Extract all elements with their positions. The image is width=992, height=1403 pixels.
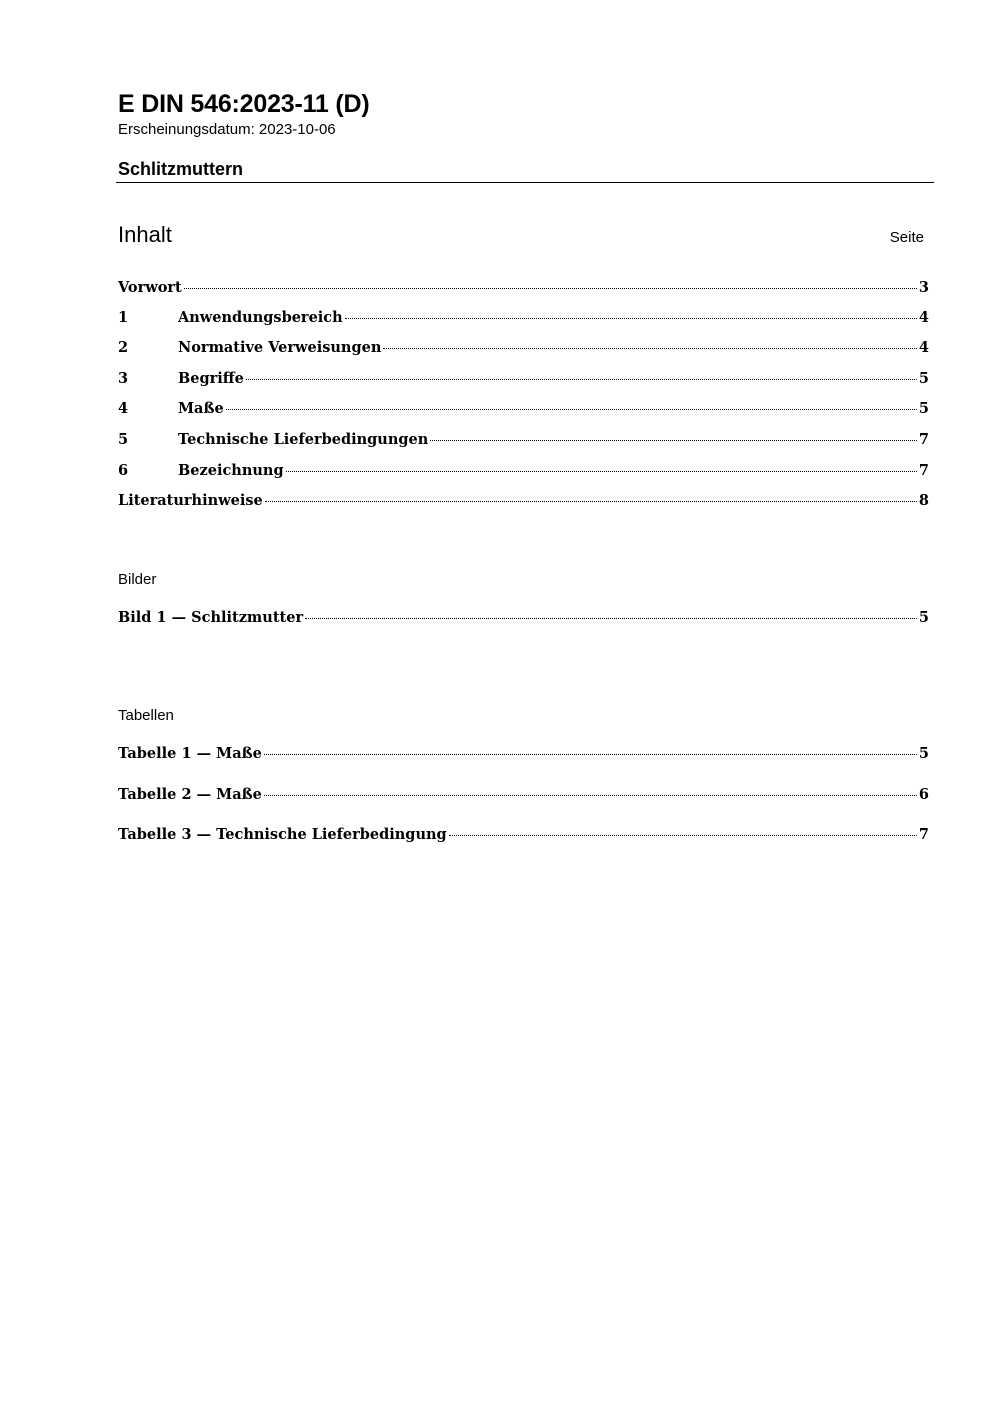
table-entry-page: 7 (918, 826, 929, 843)
figure-entry-label: Bild 1 — Schlitzmutter (118, 609, 304, 626)
dot-leader (383, 348, 917, 349)
toc-entry-page: 5 (918, 400, 929, 417)
dot-leader (286, 471, 917, 472)
dot-leader (246, 379, 917, 380)
dot-leader (226, 409, 917, 410)
toc-entry-page: 3 (918, 279, 929, 296)
dot-leader (264, 754, 917, 755)
toc-entry-number: 3 (118, 370, 129, 387)
table-entry[interactable] (118, 786, 929, 808)
dot-leader (264, 795, 917, 796)
dot-leader (184, 288, 917, 289)
figure-entry[interactable] (118, 609, 929, 631)
toc-entry-number: 6 (118, 462, 129, 479)
toc-entry-number: 5 (118, 431, 129, 448)
toc-entry-normative-verweisungen[interactable] (118, 339, 929, 361)
toc-entry-number: 4 (118, 400, 129, 417)
dot-leader (305, 618, 917, 619)
toc-entry-label: Literaturhinweise (118, 492, 263, 509)
toc-entry-masse[interactable] (118, 400, 929, 422)
figures-heading: Bilder (118, 571, 157, 588)
table-entry-page: 6 (918, 786, 929, 803)
table-entry[interactable] (118, 745, 929, 767)
toc-entry-page: 8 (918, 492, 929, 509)
table-entry-label: Tabelle 1 — Maße (118, 745, 262, 762)
table-entry[interactable] (118, 826, 929, 848)
toc-entry-label: Vorwort (118, 279, 182, 296)
toc-entry-page: 4 (918, 309, 929, 326)
toc-entry-vorwort[interactable] (118, 279, 929, 301)
toc-entry-anwendungsbereich[interactable] (118, 309, 929, 331)
dot-leader (345, 318, 917, 319)
figure-entry-page: 5 (918, 609, 929, 626)
toc-entry-page: 7 (918, 431, 929, 448)
document-id: E DIN 546:2023-11 (D) (118, 90, 370, 118)
toc-entry-page: 4 (918, 339, 929, 356)
toc-entry-label: Maße (178, 400, 224, 417)
dot-leader (430, 440, 917, 441)
title-divider (116, 182, 934, 183)
toc-entry-label: Anwendungsbereich (178, 309, 343, 326)
toc-entry-bezeichnung[interactable] (118, 462, 929, 484)
toc-entry-page: 5 (918, 370, 929, 387)
toc-heading: Inhalt (118, 222, 172, 247)
toc-entry-label: Technische Lieferbedingungen (178, 431, 429, 448)
dot-leader (449, 835, 917, 836)
table-entry-label: Tabelle 2 — Maße (118, 786, 262, 803)
table-entry-label: Tabelle 3 — Technische Lieferbedingung (118, 826, 447, 843)
toc-entry-technische-lieferbedingungen[interactable] (118, 431, 929, 453)
table-entry-page: 5 (918, 745, 929, 762)
toc-entry-literaturhinweise[interactable] (118, 492, 929, 514)
toc-entry-number: 1 (118, 309, 129, 326)
document-title: Schlitzmuttern (118, 159, 244, 179)
toc-entry-label: Bezeichnung (178, 462, 284, 479)
toc-entry-page: 7 (918, 462, 929, 479)
toc-entry-label: Begriffe (178, 370, 244, 387)
toc-entry-number: 2 (118, 339, 129, 356)
toc-entry-begriffe[interactable] (118, 370, 929, 392)
dot-leader (265, 501, 917, 502)
toc-entry-label: Normative Verweisungen (178, 339, 382, 356)
page-column-label: Seite (889, 229, 924, 246)
tables-heading: Tabellen (118, 707, 174, 724)
publication-date: Erscheinungsdatum: 2023-10-06 (118, 121, 336, 138)
